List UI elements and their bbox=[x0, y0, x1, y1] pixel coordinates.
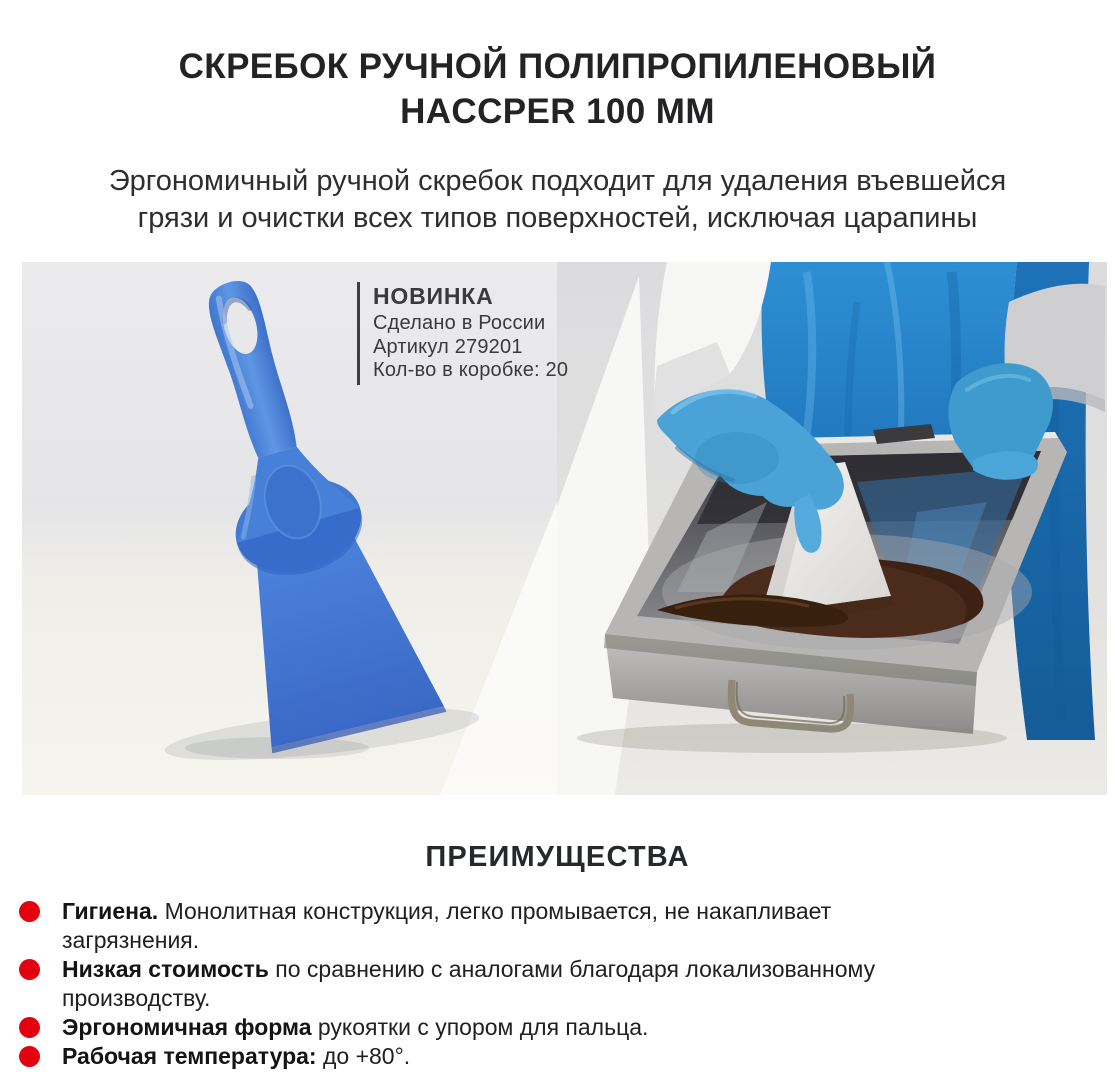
advantage-text: по сравнению с аналогами благодаря локализованному производству. bbox=[62, 956, 876, 1011]
page-subtitle-line2: грязи и очистки всех типов поверхностей, исключая царапины bbox=[137, 202, 978, 234]
page-title-line1: СКРЕБОК РУЧНОЙ ПОЛИПРОПИЛЕНОВЫЙ bbox=[178, 47, 937, 86]
scraper-in-use-illustration bbox=[557, 262, 1107, 795]
advantage-text: Монолитная конструкция, легко промывается, не накапливает загрязнения. bbox=[62, 898, 832, 953]
box-qty-line: Кол-во в коробке: 20 bbox=[373, 359, 569, 381]
bullet-dot-icon bbox=[19, 901, 40, 922]
advantage-text: рукоятки с упором для пальца. bbox=[311, 1014, 649, 1040]
bullet-dot-icon bbox=[19, 1017, 40, 1038]
novinka-badge bbox=[357, 282, 568, 385]
advantage-text: до +80°. bbox=[316, 1043, 411, 1069]
photo-strip bbox=[22, 262, 1107, 795]
advantage-lead: Рабочая температура: bbox=[62, 1043, 317, 1069]
bullet-dot-icon bbox=[19, 1046, 40, 1067]
page-subtitle bbox=[0, 163, 1115, 237]
advantage-item-hygiene bbox=[19, 897, 1079, 955]
advantage-item-ergonomic bbox=[19, 1013, 1079, 1042]
advantage-lead: Низкая стоимость bbox=[62, 956, 269, 982]
usage-photo bbox=[557, 262, 1107, 795]
sku-line: Артикул 279201 bbox=[373, 335, 523, 358]
page-title-line2: HACCPER 100 ММ bbox=[400, 92, 715, 131]
bullet-dot-icon bbox=[19, 959, 40, 980]
advantage-item-temperature bbox=[19, 1042, 1079, 1071]
page-subtitle-line1: Эргономичный ручной скребок подходит для удаления въевшейся bbox=[108, 165, 1007, 197]
advantage-lead: Эргономичная форма bbox=[62, 1014, 312, 1040]
novinka-title: НОВИНКА bbox=[373, 283, 494, 309]
advantages-heading: ПРЕИМУЩЕСТВА bbox=[425, 841, 690, 873]
made-in-line: Сделано в России bbox=[373, 312, 546, 334]
advantage-lead: Гигиена. bbox=[62, 898, 159, 924]
page-title bbox=[0, 44, 1115, 134]
advantages-list bbox=[19, 897, 1079, 1071]
advantage-item-low-cost bbox=[19, 955, 1079, 1013]
